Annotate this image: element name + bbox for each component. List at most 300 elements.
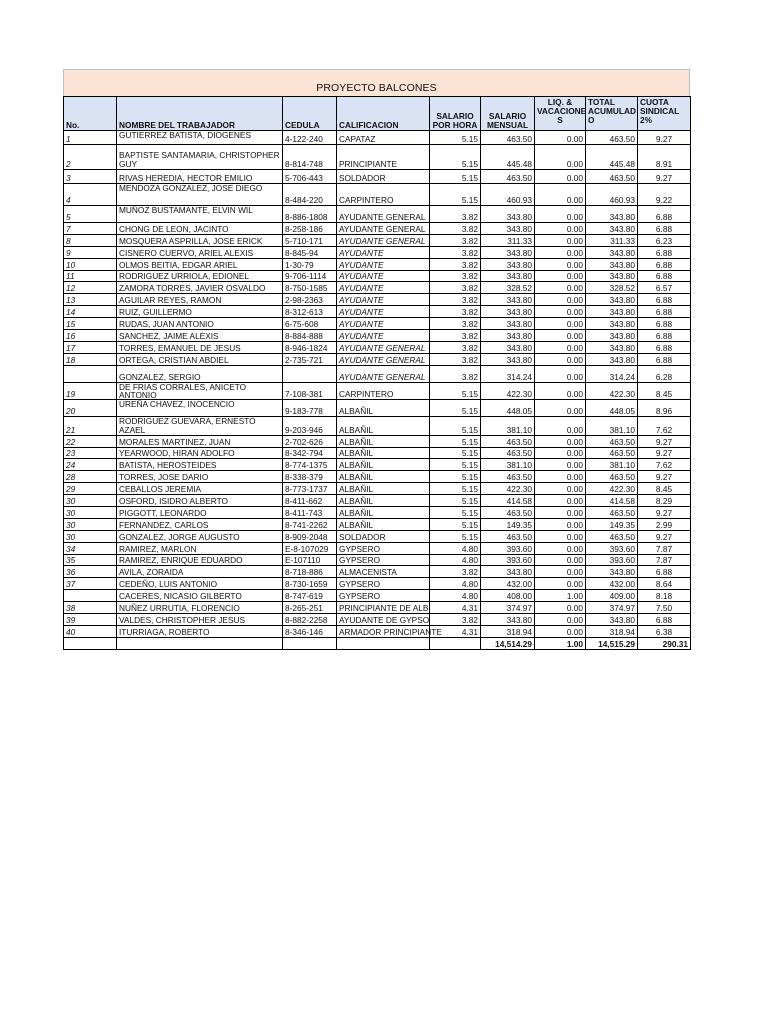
table-cell-salario-mensual: 343.80: [481, 270, 535, 282]
table-row: [64, 566, 691, 578]
table-cell-no: 38: [64, 602, 117, 614]
table-cell-cedula: 8-741-2262: [283, 518, 337, 530]
table-cell-total: 343.80: [586, 318, 638, 330]
table-cell-liq: 0.00: [535, 294, 586, 306]
table-row: [64, 353, 691, 365]
table-cell-cedula: 5-706-443: [283, 170, 337, 184]
table-cell-calificacion: ALBAÑIL: [337, 459, 430, 471]
col-header-total: TOTAL ACUMULAD O: [586, 97, 638, 131]
table-row: [64, 459, 691, 471]
table-cell-name: NUÑEZ URRUTIA, FLORENCIO: [117, 602, 283, 614]
table-cell-total: 409.00: [586, 590, 638, 602]
table-cell-name: PIGGOTT, LEONARDO: [117, 507, 283, 519]
table-cell-salario-hora: 3.82: [430, 270, 481, 282]
table-cell-calificacion: ALBAÑIL: [337, 447, 430, 459]
table-cell-calificacion: AYUDANTE GENERAL: [337, 341, 430, 353]
table-cell-liq: 0.00: [535, 518, 586, 530]
table-cell-cedula: [283, 365, 337, 382]
table-cell-cedula: 8-730-1659: [283, 578, 337, 590]
table-cell-cuota: 9.27: [638, 131, 691, 145]
table-cell-liq: 0.00: [535, 602, 586, 614]
table-cell-calificacion: CAPATAZ: [337, 131, 430, 145]
table-cell-cedula: 8-946-1824: [283, 341, 337, 353]
table-row: [64, 184, 691, 206]
table-cell-salario-mensual: 393.60: [481, 554, 535, 566]
table-cell-cuota: 9.27: [638, 435, 691, 447]
table-cell-cedula: 1-30-79: [283, 258, 337, 270]
table-cell-cuota: 6.88: [638, 566, 691, 578]
table-cell-total: 149.35: [586, 518, 638, 530]
table-cell-salario-mensual: 448.05: [481, 399, 535, 416]
table-cell-cedula: 8-484-220: [283, 184, 337, 206]
table-cell-total: 343.80: [586, 566, 638, 578]
table-cell-no: 7: [64, 223, 117, 235]
total-cuota-sindical: 290.31: [638, 637, 691, 649]
table-cell-calificacion: ALBAÑIL: [337, 399, 430, 416]
table-cell-name: ITURRIAGA, ROBERTO: [117, 625, 283, 637]
table-cell-calificacion: ARMADOR PRINCIPIANTE: [337, 625, 430, 637]
table-row: [64, 447, 691, 459]
table-cell-cedula: 8-774-1375: [283, 459, 337, 471]
table-row: [64, 234, 691, 246]
table-cell-cedula: 8-882-2258: [283, 614, 337, 626]
table-cell-total: 311.33: [586, 234, 638, 246]
table-cell-no: 9: [64, 246, 117, 258]
empty-cell: [430, 637, 481, 649]
table-cell-cedula: 8-258-186: [283, 223, 337, 235]
table-cell-salario-hora: 5.15: [430, 145, 481, 170]
table-row: [64, 131, 691, 145]
table-cell-cuota: 7.87: [638, 554, 691, 566]
table-cell-salario-mensual: 463.50: [481, 170, 535, 184]
table-cell-salario-hora: 5.15: [430, 131, 481, 145]
table-cell-calificacion: AYUDANTE GENERAL: [337, 234, 430, 246]
table-cell-liq: 0.00: [535, 234, 586, 246]
table-cell-name: MUÑOZ BUSTAMANTE, ELVIN WIL: [117, 206, 283, 223]
table-cell-salario-hora: 3.82: [430, 258, 481, 270]
table-cell-cuota: 6.88: [638, 341, 691, 353]
table-cell-liq: 0.00: [535, 530, 586, 542]
table-row: [64, 507, 691, 519]
table-cell-liq: 0.00: [535, 554, 586, 566]
table-cell-calificacion: AYUDANTE DE GYPSO: [337, 614, 430, 626]
table-cell-salario-hora: 5.15: [430, 382, 481, 399]
table-cell-salario-mensual: 393.60: [481, 542, 535, 554]
table-cell-name: CHONG DE LEON, JACINTO: [117, 223, 283, 235]
table-cell-liq: 0.00: [535, 483, 586, 495]
table-cell-salario-mensual: 149.35: [481, 518, 535, 530]
table-cell-no: 35: [64, 554, 117, 566]
table-cell-calificacion: ALBAÑIL: [337, 518, 430, 530]
table-body: [64, 131, 691, 650]
table-cell-liq: 0.00: [535, 578, 586, 590]
table-cell-liq: 1.00: [535, 590, 586, 602]
table-cell-liq: 0.00: [535, 447, 586, 459]
table-cell-name: DE FRIAS CORRALES, ANICETO ANTONIO: [117, 382, 283, 399]
table-cell-total: 343.80: [586, 223, 638, 235]
table-cell-total: 343.80: [586, 294, 638, 306]
table-row: [64, 246, 691, 258]
table-cell-salario-hora: 4.31: [430, 602, 481, 614]
table-cell-cedula: 8-909-2048: [283, 530, 337, 542]
table-cell-liq: 0.00: [535, 341, 586, 353]
table-cell-salario-hora: 4.31: [430, 625, 481, 637]
table-cell-salario-hora: 5.15: [430, 471, 481, 483]
table-cell-calificacion: GYPSERO: [337, 590, 430, 602]
table-cell-no: 14: [64, 306, 117, 318]
table-row: [64, 590, 691, 602]
table-cell-no: 22: [64, 435, 117, 447]
table-cell-name: AGUILAR REYES, RAMON: [117, 294, 283, 306]
table-cell-no: 20: [64, 399, 117, 416]
table-cell-name: FERNANDEZ, CARLOS: [117, 518, 283, 530]
totals-row: [64, 637, 691, 649]
table-cell-salario-mensual: 343.80: [481, 566, 535, 578]
table-cell-total: 448.05: [586, 399, 638, 416]
table-cell-total: 422.30: [586, 382, 638, 399]
table-cell-salario-hora: 4.80: [430, 542, 481, 554]
table-cell-cuota: 8.18: [638, 590, 691, 602]
table-row: [64, 330, 691, 342]
table-cell-liq: 0.00: [535, 246, 586, 258]
table-cell-cedula: 9-203-946: [283, 416, 337, 435]
table-cell-salario-mensual: 463.50: [481, 435, 535, 447]
table-cell-salario-hora: 3.82: [430, 341, 481, 353]
table-cell-cuota: 2.99: [638, 518, 691, 530]
table-cell-total: 463.50: [586, 131, 638, 145]
empty-cell: [64, 637, 117, 649]
table-cell-name: ZAMORA TORRES, JAVIER OSVALDO: [117, 282, 283, 294]
table-cell-name: TORRES, EMANUEL DE JESUS: [117, 341, 283, 353]
table-cell-salario-mensual: 463.50: [481, 530, 535, 542]
table-cell-calificacion: CARPINTERO: [337, 184, 430, 206]
table-cell-liq: 0.00: [535, 270, 586, 282]
table-cell-cedula: 2-702-626: [283, 435, 337, 447]
table-row: [64, 602, 691, 614]
table-cell-salario-mensual: 343.80: [481, 294, 535, 306]
table-cell-calificacion: AYUDANTE GENERAL: [337, 206, 430, 223]
table-row: [64, 625, 691, 637]
table-cell-calificacion: AYUDANTE GENERAL: [337, 223, 430, 235]
table-cell-salario-hora: 3.82: [430, 566, 481, 578]
table-cell-name: OSFORD, ISIDRO ALBERTO: [117, 495, 283, 507]
table-cell-no: 23: [64, 447, 117, 459]
table-row: [64, 578, 691, 590]
table-cell-total: 328.52: [586, 282, 638, 294]
table-cell-total: 343.80: [586, 341, 638, 353]
table-cell-total: 343.80: [586, 258, 638, 270]
table-cell-calificacion: ALBAÑIL: [337, 495, 430, 507]
table-row: [64, 416, 691, 435]
table-cell-liq: 0.00: [535, 353, 586, 365]
table-row: [64, 145, 691, 170]
total-liq: 1.00: [535, 637, 586, 649]
table-row: [64, 614, 691, 626]
table-cell-salario-mensual: 343.80: [481, 206, 535, 223]
table-cell-no: 13: [64, 294, 117, 306]
payroll-table: [63, 96, 691, 650]
table-cell-liq: 0.00: [535, 131, 586, 145]
table-cell-total: 343.80: [586, 270, 638, 282]
col-header-liq: LIQ. & VACACIONE S: [535, 97, 586, 131]
table-cell-cuota: 6.88: [638, 306, 691, 318]
empty-cell: [337, 637, 430, 649]
table-cell-salario-hora: 3.82: [430, 282, 481, 294]
table-cell-salario-hora: 5.15: [430, 518, 481, 530]
table-cell-calificacion: SOLDADOR: [337, 170, 430, 184]
table-cell-calificacion: ALBAÑIL: [337, 435, 430, 447]
table-cell-total: 422.30: [586, 483, 638, 495]
table-cell-salario-mensual: 328.52: [481, 282, 535, 294]
table-cell-name: MENDOZA GONZALEZ, JOSE DIEGO: [117, 184, 283, 206]
table-cell-total: 463.50: [586, 435, 638, 447]
table-cell-cedula: 8-773-1737: [283, 483, 337, 495]
table-cell-salario-hora: 3.82: [430, 318, 481, 330]
table-cell-name: RODRIGUEZ GUEVARA, ERNESTO AZAEL: [117, 416, 283, 435]
table-row: [64, 471, 691, 483]
table-cell-total: 393.60: [586, 542, 638, 554]
table-cell-name: VALDES, CHRISTOPHER JESUS: [117, 614, 283, 626]
table-cell-total: 432.00: [586, 578, 638, 590]
table-cell-salario-mensual: 422.30: [481, 483, 535, 495]
table-cell-cedula: 5-710-171: [283, 234, 337, 246]
table-row: [64, 399, 691, 416]
table-cell-salario-hora: 5.15: [430, 399, 481, 416]
table-cell-salario-hora: 5.15: [430, 416, 481, 435]
col-header-calificacion: CALIFICACION: [337, 97, 430, 131]
table-cell-name: SANCHEZ, JAIME ALEXIS: [117, 330, 283, 342]
table-cell-name: AVILA, ZORAIDA: [117, 566, 283, 578]
table-cell-liq: 0.00: [535, 459, 586, 471]
table-row: [64, 554, 691, 566]
table-cell-no: 15: [64, 318, 117, 330]
table-cell-name: RUDAS, JUAN ANTONIO: [117, 318, 283, 330]
table-cell-cedula: 8-342-794: [283, 447, 337, 459]
table-cell-name: GONZALEZ, SERGIO: [117, 365, 283, 382]
table-cell-salario-mensual: 314.24: [481, 365, 535, 382]
table-cell-liq: 0.00: [535, 170, 586, 184]
table-row: [64, 435, 691, 447]
table-cell-no: 8: [64, 234, 117, 246]
table-cell-no: 34: [64, 542, 117, 554]
table-cell-no: 37: [64, 578, 117, 590]
table-cell-liq: 0.00: [535, 282, 586, 294]
total-acumulado: 14,515.29: [586, 637, 638, 649]
table-cell-total: 463.50: [586, 471, 638, 483]
table-cell-no: 10: [64, 258, 117, 270]
table-cell-cuota: 8.64: [638, 578, 691, 590]
table-cell-no: 3: [64, 170, 117, 184]
table-cell-no: 21: [64, 416, 117, 435]
table-cell-cuota: 7.62: [638, 416, 691, 435]
table-cell-salario-hora: 3.82: [430, 353, 481, 365]
table-cell-liq: 0.00: [535, 306, 586, 318]
table-cell-cedula: 8-884-888: [283, 330, 337, 342]
table-cell-liq: 0.00: [535, 184, 586, 206]
table-cell-cuota: 9.27: [638, 471, 691, 483]
table-cell-salario-hora: 3.82: [430, 206, 481, 223]
table-row: [64, 542, 691, 554]
table-cell-cedula: 8-747-619: [283, 590, 337, 602]
table-cell-name: YEARWOOD, HIRAN ADOLFO: [117, 447, 283, 459]
table-cell-salario-hora: 3.82: [430, 365, 481, 382]
table-cell-total: 463.50: [586, 530, 638, 542]
table-cell-salario-mensual: 408.00: [481, 590, 535, 602]
table-cell-cedula: 8-312-613: [283, 306, 337, 318]
table-cell-salario-mensual: 414.58: [481, 495, 535, 507]
table-cell-cuota: 8.45: [638, 483, 691, 495]
table-cell-cuota: 9.27: [638, 507, 691, 519]
table-cell-cedula: 7-108-381: [283, 382, 337, 399]
table-cell-no: 17: [64, 341, 117, 353]
table-cell-liq: 0.00: [535, 507, 586, 519]
table-cell-name: MORALES MARTINEZ, JUAN: [117, 435, 283, 447]
payroll-sheet: [63, 69, 690, 650]
col-header-cuota: CUOTA SINDICAL 2%: [638, 97, 691, 131]
table-cell-cuota: 8.96: [638, 399, 691, 416]
table-cell-name: RAMIREZ, MARLON: [117, 542, 283, 554]
empty-cell: [117, 637, 283, 649]
table-cell-cedula: 6-75-608: [283, 318, 337, 330]
table-cell-total: 381.10: [586, 416, 638, 435]
table-cell-calificacion: AYUDANTE: [337, 246, 430, 258]
table-cell-name: TORRES, JOSE DARIO: [117, 471, 283, 483]
table-row: [64, 530, 691, 542]
table-cell-cuota: 6.88: [638, 270, 691, 282]
table-cell-cuota: 6.88: [638, 330, 691, 342]
table-cell-salario-hora: 5.15: [430, 507, 481, 519]
table-cell-calificacion: ALMACENISTA: [337, 566, 430, 578]
table-cell-calificacion: AYUDANTE: [337, 282, 430, 294]
col-header-no: No.: [64, 97, 117, 131]
table-cell-no: 40: [64, 625, 117, 637]
table-cell-calificacion: AYUDANTE: [337, 258, 430, 270]
table-cell-salario-mensual: 343.80: [481, 246, 535, 258]
table-cell-cedula: 8-886-1808: [283, 206, 337, 223]
table-cell-liq: 0.00: [535, 330, 586, 342]
table-cell-calificacion: ALBAÑIL: [337, 483, 430, 495]
table-cell-salario-mensual: 311.33: [481, 234, 535, 246]
table-cell-salario-hora: 5.15: [430, 459, 481, 471]
table-cell-no: [64, 365, 117, 382]
table-cell-no: 4: [64, 184, 117, 206]
table-cell-total: 343.80: [586, 353, 638, 365]
table-cell-salario-mensual: 381.10: [481, 459, 535, 471]
table-cell-cedula: E-8-107029: [283, 542, 337, 554]
table-cell-liq: 0.00: [535, 145, 586, 170]
table-cell-no: 36: [64, 566, 117, 578]
table-cell-total: 374.97: [586, 602, 638, 614]
table-cell-calificacion: AYUDANTE: [337, 270, 430, 282]
table-cell-cedula: E-107110: [283, 554, 337, 566]
table-cell-no: 11: [64, 270, 117, 282]
table-cell-name: GUTIERREZ BATISTA, DIOGENES: [117, 131, 283, 145]
table-cell-liq: 0.00: [535, 318, 586, 330]
table-cell-name: RODRIGUEZ URRIOLA, EDIONEL: [117, 270, 283, 282]
table-cell-salario-hora: 5.15: [430, 483, 481, 495]
table-cell-cuota: 6.88: [638, 246, 691, 258]
table-cell-salario-hora: 3.82: [430, 246, 481, 258]
table-cell-cuota: 6.88: [638, 353, 691, 365]
table-cell-no: 16: [64, 330, 117, 342]
table-cell-salario-hora: 3.82: [430, 614, 481, 626]
table-cell-total: 343.80: [586, 306, 638, 318]
header-row: [64, 97, 691, 131]
table-cell-calificacion: AYUDANTE: [337, 306, 430, 318]
table-cell-total: 381.10: [586, 459, 638, 471]
table-cell-salario-mensual: 374.97: [481, 602, 535, 614]
table-cell-cuota: 6.23: [638, 234, 691, 246]
table-cell-liq: 0.00: [535, 365, 586, 382]
table-cell-total: 463.50: [586, 507, 638, 519]
table-cell-total: 343.80: [586, 614, 638, 626]
table-cell-salario-mensual: 343.80: [481, 258, 535, 270]
table-cell-salario-mensual: 343.80: [481, 318, 535, 330]
table-cell-cuota: 6.38: [638, 625, 691, 637]
table-cell-calificacion: GYPSERO: [337, 554, 430, 566]
table-cell-total: 445.48: [586, 145, 638, 170]
table-cell-liq: 0.00: [535, 206, 586, 223]
table-cell-liq: 0.00: [535, 416, 586, 435]
table-row: [64, 518, 691, 530]
table-cell-no: 30: [64, 495, 117, 507]
table-cell-liq: 0.00: [535, 471, 586, 483]
total-salario-mensual: 14,514.29: [481, 637, 535, 649]
table-cell-name: UREÑA CHAVEZ, INOCENCIO: [117, 399, 283, 416]
col-header-salario-hora: SALARIO POR HORA: [430, 97, 481, 131]
table-cell-salario-mensual: 432.00: [481, 578, 535, 590]
table-row: [64, 382, 691, 399]
table-cell-cuota: 6.88: [638, 318, 691, 330]
table-cell-total: 343.80: [586, 330, 638, 342]
table-cell-name: RAMIREZ, ENRIQUE EDUARDO: [117, 554, 283, 566]
table-cell-name: CEDEÑO, LUIS ANTONIO: [117, 578, 283, 590]
table-row: [64, 282, 691, 294]
table-cell-liq: 0.00: [535, 223, 586, 235]
table-cell-name: MOSQUERA ASPRILLA, JOSE ERICK: [117, 234, 283, 246]
table-cell-cedula: 8-411-662: [283, 495, 337, 507]
table-cell-cuota: 7.50: [638, 602, 691, 614]
table-cell-cuota: 6.88: [638, 614, 691, 626]
table-cell-total: 314.24: [586, 365, 638, 382]
table-cell-name: RUIZ, GUILLERMO: [117, 306, 283, 318]
table-cell-liq: 0.00: [535, 625, 586, 637]
table-cell-salario-hora: 4.80: [430, 554, 481, 566]
table-cell-cuota: 9.27: [638, 170, 691, 184]
table-cell-cedula: 8-845-94: [283, 246, 337, 258]
table-cell-name: RIVAS HEREDIA, HECTOR EMILIO: [117, 170, 283, 184]
table-cell-cedula: 8-814-748: [283, 145, 337, 170]
table-cell-calificacion: AYUDANTE GENERAL: [337, 365, 430, 382]
table-cell-name: ORTEGA, CRISTIAN ABDIEL: [117, 353, 283, 365]
table-cell-no: 30: [64, 507, 117, 519]
table-cell-no: 29: [64, 483, 117, 495]
table-row: [64, 258, 691, 270]
table-cell-no: 12: [64, 282, 117, 294]
table-row: [64, 223, 691, 235]
table-row: [64, 318, 691, 330]
table-cell-liq: 0.00: [535, 542, 586, 554]
table-row: [64, 170, 691, 184]
empty-cell: [283, 637, 337, 649]
table-cell-no: 1: [64, 131, 117, 145]
table-cell-liq: 0.00: [535, 495, 586, 507]
table-cell-total: 393.60: [586, 554, 638, 566]
table-cell-salario-mensual: 318.94: [481, 625, 535, 637]
table-cell-no: 24: [64, 459, 117, 471]
table-cell-liq: 0.00: [535, 382, 586, 399]
table-cell-cedula: 2-735-721: [283, 353, 337, 365]
